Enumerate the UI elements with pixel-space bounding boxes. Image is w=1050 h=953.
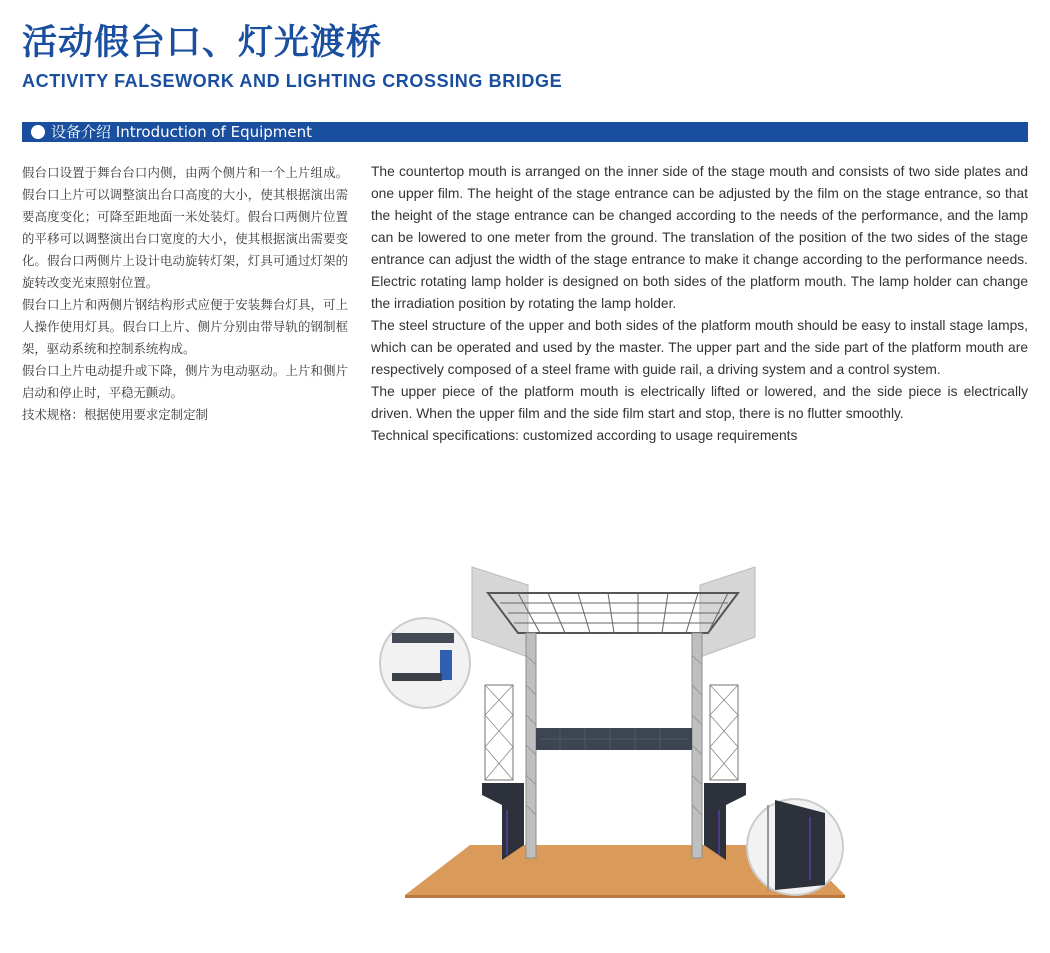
- section-header-label: 设备介绍 Introduction of Equipment: [51, 123, 313, 141]
- intro-en-paragraph: The upper piece of the platform mouth is electrically lifted or lowered, and the side piece is electrically driven. When the upper film and the side film start and stop, there is no flutter smoothly.: [371, 384, 1028, 421]
- intro-text-english: [371, 161, 1028, 447]
- intro-zh-paragraph: 假台口上片和两侧片钢结构形式应便于安装舞台灯具，可上人操作使用灯具。假台口上片、侧片分别由带导轨的钢制框架，驱动系统和控制系统构成。: [22, 297, 348, 356]
- intro-en-paragraph: Technical specifications: customized according to usage requirements: [371, 428, 798, 443]
- intro-en-paragraph: The countertop mouth is arranged on the inner side of the stage mouth and consists of two side plates and one upper film. The height of the stage entrance can be adjusted by the film on the stage entrance, so that the height of the stage entrance can be changed according to the needs of the performance, and the lamp can be lowered to one meter from the ground. The translation of the position of the two sides of the stage entrance can adjust the width of the stage entrance to make it change according to the performance needs. Electric rotating lamp holder is designed on both sides of the platform mouth. The lamp holder can change the irradiation position by rotating the lamp holder.: [371, 164, 1028, 311]
- right-column: [692, 633, 702, 858]
- right-wall-panel: [700, 567, 755, 657]
- left-wall-panel: [472, 567, 528, 657]
- page-title: 活动假台口、灯光渡桥: [22, 23, 383, 63]
- intro-zh-paragraph: 技术规格：根据使用要求定制定制: [22, 407, 208, 422]
- left-truss-tower: [485, 685, 513, 780]
- intro-en-paragraph: The steel structure of the upper and both sides of the platform mouth should be easy to install stage lamps, which can be operated and used by the master. The upper part and the side part of the platform mouth are respectively composed of a steel frame with guide rail, a driving system and a control system.: [371, 318, 1028, 377]
- right-truss-tower: [710, 685, 738, 780]
- falsework-bridge-illustration: [370, 555, 870, 925]
- left-column: [526, 633, 536, 858]
- section-header-bar: [22, 122, 1028, 142]
- intro-zh-paragraph: 假台口上片电动提升或下降，侧片为电动驱动。上片和侧片启动和停止时，平稳无颤动。: [22, 363, 348, 400]
- detail-callout-left: [380, 618, 470, 708]
- intro-zh-paragraph: 假台口设置于舞台台口内侧，由两个侧片和一个上片组成。假台口上片可以调整演出台口高度的大小，使其根据演出需要高度变化；可降至距地面一米处装灯。假台口两侧片位置的平移可以调整演出台口宽度的大小，使其根据演出需要变化。假台口两侧片上设计电动旋转灯架，灯具可通过灯架的旋转改变光束照射位置。: [22, 165, 348, 290]
- page-subtitle: ACTIVITY FALSEWORK AND LIGHTING CROSSING BRIDGE: [22, 71, 563, 91]
- intro-text-chinese: [22, 162, 348, 426]
- bullet-icon: [31, 125, 45, 139]
